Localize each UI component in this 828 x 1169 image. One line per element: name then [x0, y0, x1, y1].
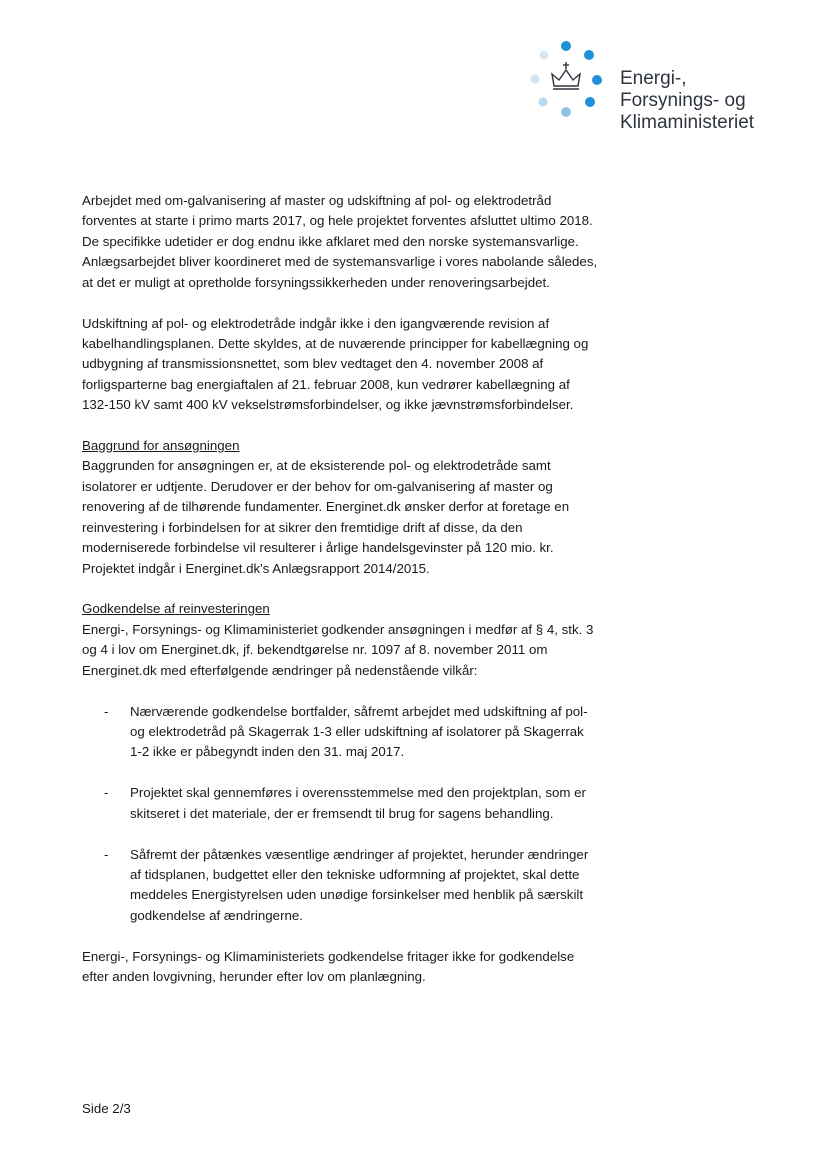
background-section: [82, 436, 598, 579]
logo-dot: [584, 50, 594, 60]
intro-paragraph: Udskiftning af pol- og elektrodetråde indgår ikke i den igangværende revision af kabelhandlingsplanen. Dette skyldes, at de nuværende principper for kabellægning og udbygning af transmissionsnettet, som blev vedtaget den 4. november 2008 af forligsparterne bag energiaftalen af 21. februar 2008, kun vedrører kabellægning af 132-150 kV samt 400 kV vekselstrømsforbindelser, og ikke jævnstrømsforbindelser.: [82, 315, 589, 413]
logo-dot: [561, 41, 571, 51]
condition-text: Projektet skal gennemføres i overensstemmelse med den projektplan, som er skitseret i det materiale, der er fremsendt til brug for sagens behandling.: [130, 785, 586, 821]
section-heading: Baggrund for ansøgningen: [82, 438, 240, 454]
ministry-logo: [524, 36, 824, 146]
logo-dot: [531, 75, 540, 84]
ministry-name: [620, 68, 754, 134]
section-text: Energi-, Forsynings- og Klimaministeriet godkender ansøgningen i medfør af § 4, stk. 3 og 4 i lov om Energinet.dk, jf. bekendtgørelse nr. 1097 af 8. november 2011 om Energinet.dk med efterfølgende ændringer på nedenstående vilkår:: [82, 621, 594, 678]
logo-dot: [592, 75, 602, 85]
condition-text: Såfremt der påtænkes væsentlige ændringer af projektet, herunder ændringer af tidsplanen, budgettet eller den tekniske udformning af projektet, skal dette meddeles Energistyrelsen uden unødige forsinkelser med henblik på særskilt godkendelse af ændringerne.: [130, 846, 589, 923]
conditions-list: [82, 702, 598, 927]
list-item: [82, 845, 598, 927]
closing-paragraph: Energi-, Forsynings- og Klimaministeriets godkendelse fritager ikke for godkendelse efter anden lovgivning, herunder efter lov om planlægning.: [82, 948, 575, 985]
ministry-name-line: Energi-,: [620, 68, 687, 89]
page-number: Side 2/3: [82, 1101, 131, 1116]
section-text: Baggrunden for ansøgningen er, at de eksisterende pol- og elektrodetråde samt isolatorer er udtjente. Derudover er der behov for om-galvanisering af master og renovering af de tilhørende fundamenter. Energinet.dk ønsker derfor at foretage en reinvestering i forbindelsen for at sikrer den fremtidige drift af disse, da den moderniserede forbindelse vil resulterer i årlige handelsgevinster på 120 mio. kr. Projektet indgår i Energinet.dk's Anlægsrapport 2014/2015.: [82, 458, 570, 576]
dash-bullet: -: [104, 785, 109, 801]
crown-dots-emblem: [524, 36, 608, 126]
logo-dot: [539, 98, 548, 107]
intro-paragraph: Arbejdet med om-galvanisering af master og udskiftning af pol- og elektrodetråd forventes at starte i primo marts 2017, og hele projektet forventes afsluttet ultimo 2018. De specifikke udetider er dog endnu ikke afklaret med den norske systemansvarlige. Anlægsarbejdet bliver koordineret med de systemansvarlige i vores nabolande således, at det er muligt at opretholde forsyningssikkerheden under renoveringsarbejdet.: [82, 193, 598, 290]
crown-icon: [552, 62, 580, 89]
logo-dot: [540, 51, 549, 60]
condition-text: Nærværende godkendelse bortfalder, såfremt arbejdet med udskiftning af pol- og elektrodetråd på Skagerrak 1-3 eller udskiftning af isolatorer på Skagerrak 1-2 ikke er påbegyndt inden den 31. maj 2017.: [130, 703, 588, 760]
section-heading: Godkendelse af reinvesteringen: [82, 601, 270, 617]
list-item: [82, 702, 598, 763]
letter-body: [82, 191, 598, 1008]
dash-bullet: -: [104, 703, 109, 719]
dash-bullet: -: [104, 846, 109, 862]
list-item: [82, 783, 598, 824]
logo-dot: [561, 107, 571, 117]
logo-dot: [585, 97, 595, 107]
ministry-name-line: Forsynings- og: [620, 90, 746, 111]
approval-section: [82, 599, 598, 681]
ministry-name-line: Klimaministeriet: [620, 112, 755, 133]
